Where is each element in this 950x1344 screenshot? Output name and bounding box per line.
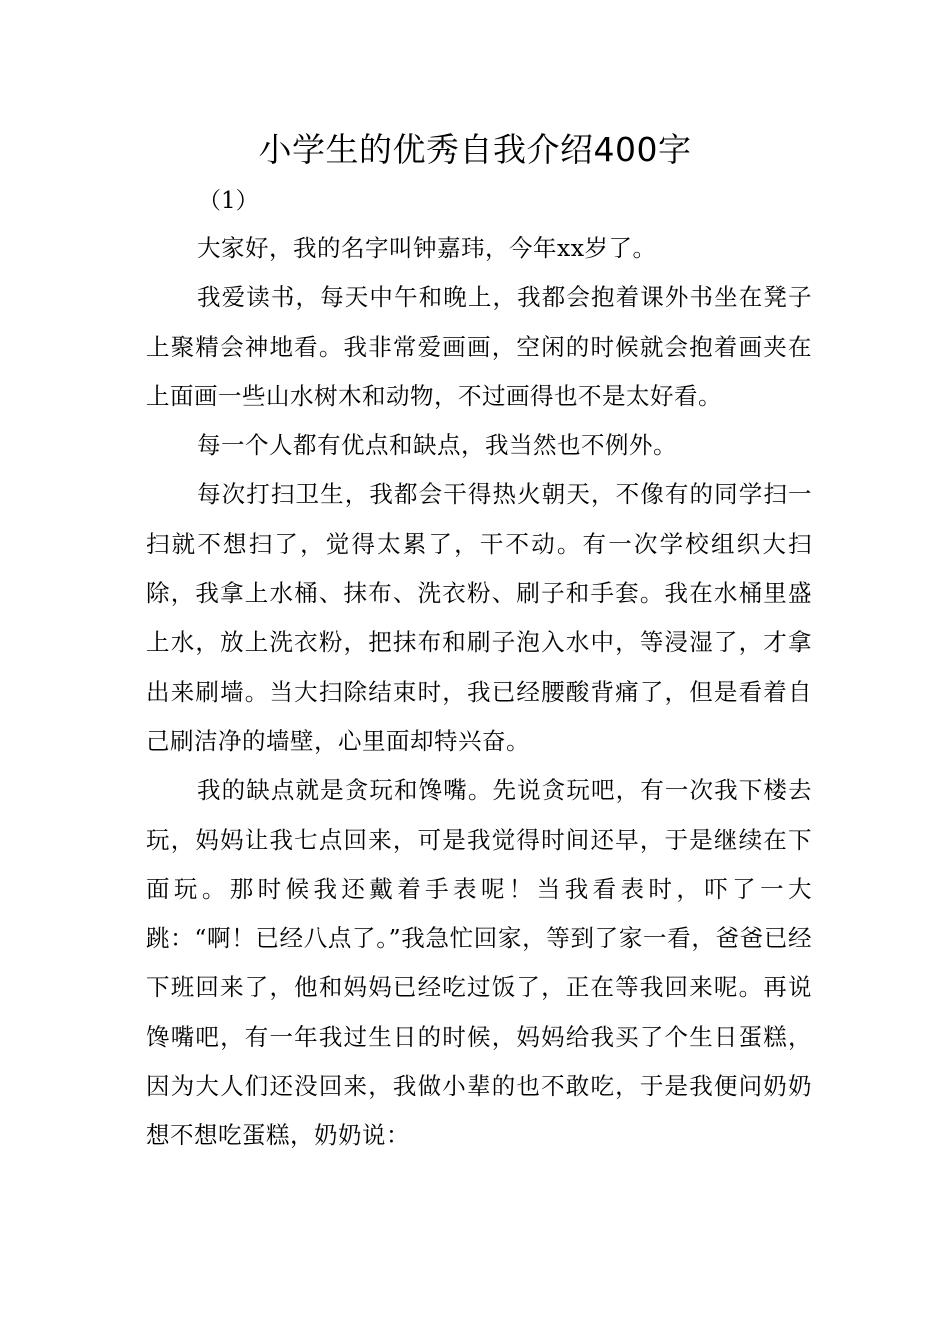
paragraph: 每次打扫卫生，我都会干得热火朝天，不像有的同学扫一扫就不想扫了，觉得太累了，干不动。有一次学校组织大扫除，我拿上水桶、抹布、洗衣粉、刷子和手套。我在水桶里盛上水，放上洗衣粉，把抹布和刷子泡入水中，等浸湿了，才拿出来刷墙。当大扫除结束时，我已经腰酸背痛了，但是看着自己刷洁净的墙壁，心里面却特兴奋。 [146, 480, 812, 755]
document-title: 小学生的优秀自我介绍400字 [258, 130, 692, 169]
paragraph: 我的缺点就是贪玩和馋嘴。先说贪玩吧，有一次我下楼去玩，妈妈让我七点回来，可是我觉得时间还早，于是继续在下面玩。那时候我还戴着手表呢！当我看表时，吓了一大跳：“啊！已经八点了。”我急忙回家，等到了家一看，爸爸已经下班回来了，他和妈妈已经吃过饭了，正在等我回来呢。再说馋嘴吧，有一年我过生日的时候，妈妈给我买了个生日蛋糕，因为大人们还没回来，我做小辈的也不敢吃，于是我便问奶奶想不想吃蛋糕，奶奶说： [146, 776, 812, 1150]
paragraph: 每一个人都有优点和缺点，我当然也不例外。 [197, 431, 677, 460]
document-body [146, 224, 812, 1161]
section-label: （1） [198, 188, 259, 214]
paragraph: 大家好，我的名字叫钟嘉玮，今年xx岁了。 [197, 234, 657, 262]
paragraph: 我爱读书，每天中午和晚上，我都会抱着课外书坐在凳子上聚精会神地看。我非常爱画画，空闲的时候就会抱着画夹在上面画一些山水树木和动物，不过画得也不是太好看。 [146, 283, 812, 410]
